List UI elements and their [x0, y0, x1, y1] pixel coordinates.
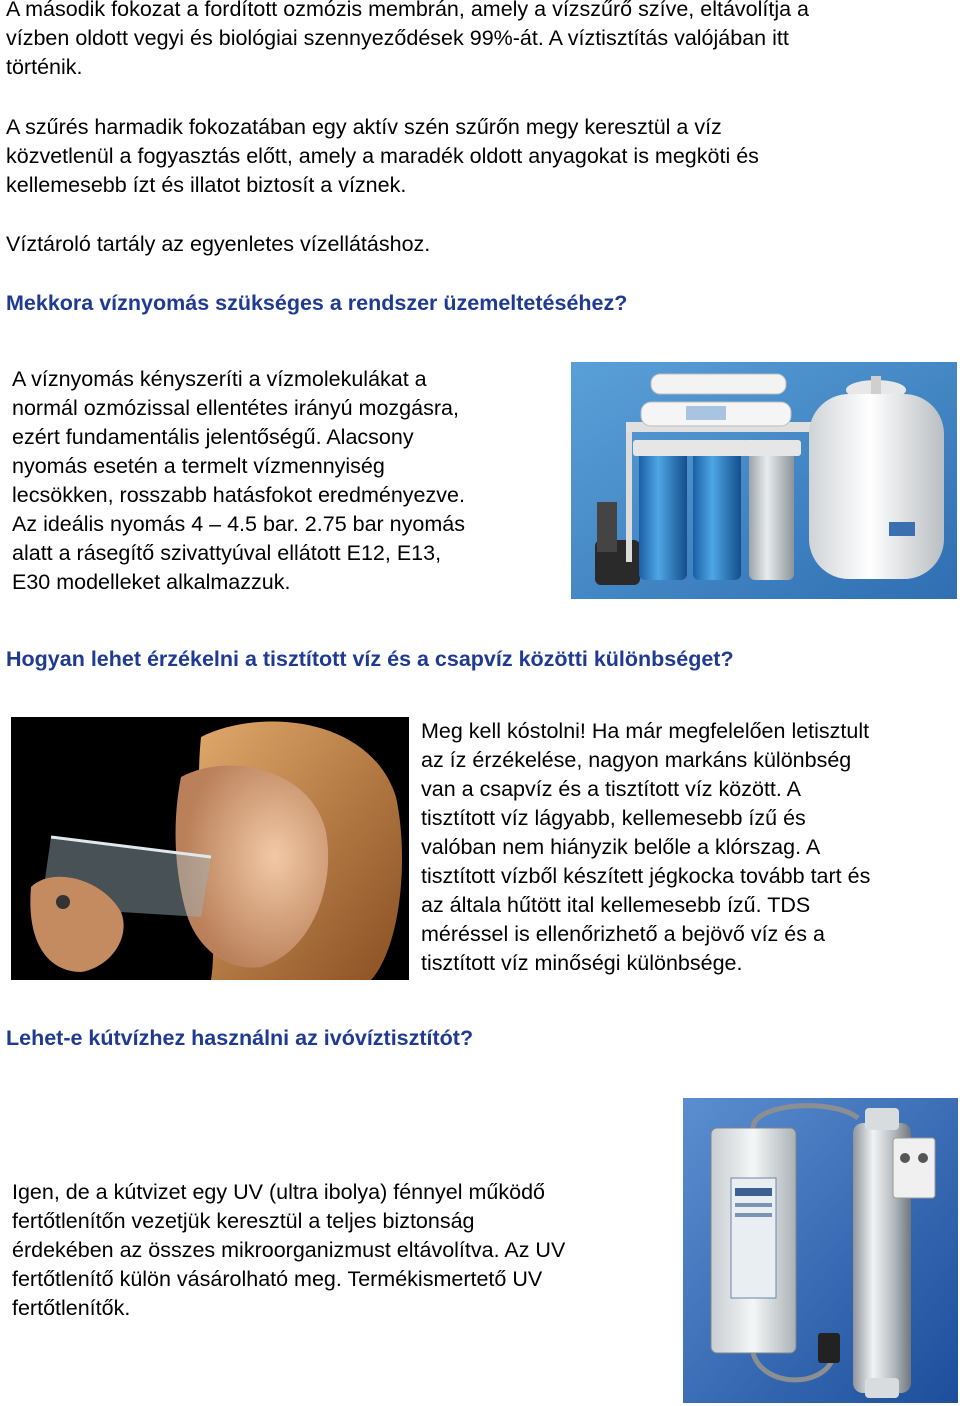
text-line: fertőtlenítők. — [12, 1296, 131, 1320]
text-line: lecsökken, rosszabb hatásfokot eredményezve. — [12, 483, 465, 507]
text-line: valóban nem hiányzik belőle a klórszag. A — [421, 835, 821, 859]
text-line: vízben oldott vegyi és biológiai szennyeződések 99%-át. A víztisztítás valójában itt — [6, 26, 789, 50]
paragraph-taste — [421, 717, 870, 978]
text-line: méréssel is ellenőrizhető a bejövő víz és a — [421, 922, 825, 946]
heading-well-water: Lehet-e kútvízhez használni az ivóvíztisztítót? — [6, 1026, 474, 1050]
text-line: Igen, de a kútvizet egy UV (ultra ibolya) fénnyel működő — [12, 1180, 546, 1204]
text-line: tisztított víz minőségi különbsége. — [421, 951, 743, 975]
text-line: A víznyomás kényszeríti a vízmolekulákat a — [12, 367, 427, 391]
paragraph-pressure — [12, 365, 465, 597]
text-line: az íz érzékelése, nagyon markáns különbség — [421, 748, 852, 772]
text-line: történik. — [6, 55, 83, 79]
text-line: Víztároló tartály az egyenletes vízellátáshoz. — [6, 232, 431, 256]
text-line: Az ideális nyomás 4 – 4.5 bar. 2.75 bar nyomás — [12, 512, 465, 536]
woman-drinking-photo — [11, 717, 409, 980]
text-line: tisztított víz lágyabb, kellemesebb ízű és — [421, 806, 806, 830]
text-line: van a csapvíz és a tisztított víz között. A — [421, 777, 801, 801]
text-line: nyomás esetén a termelt vízmennyiség — [12, 454, 385, 478]
reverse-osmosis-filter-system-icon — [571, 362, 957, 599]
text-line: A szűrés harmadik fokozatában egy aktív szén szűrőn megy keresztül a víz — [6, 115, 722, 139]
uv-disinfection-unit-icon — [683, 1098, 958, 1403]
text-line: A második fokozat a fordított ozmózis membrán, amely a vízszűrő szíve, eltávolítja a — [6, 0, 809, 21]
text-line: alatt a rásegítő szivattyúval ellátott E12, E13, — [12, 541, 442, 565]
woman-drinking-water-icon — [11, 717, 409, 980]
text-line: normál ozmózissal ellentétes irányú mozgásra, — [12, 396, 459, 420]
text-line: érdekében az összes mikroorganizmust eltávolítva. Az UV — [12, 1238, 566, 1262]
heading-water-pressure: Mekkora víznyomás szükséges a rendszer üzemeltetéséhez? — [6, 291, 628, 315]
text-line: kellemesebb ízt és illatot biztosít a víznek. — [6, 173, 407, 197]
text-line: fertőtlenítőn vezetjük keresztül a teljes biztonság — [12, 1209, 475, 1233]
text-line: tisztított vízből készített jégkocka tovább tart és — [421, 864, 871, 888]
text-line: fertőtlenítő külön vásárolható meg. Termékismertető UV — [12, 1267, 543, 1291]
text-line: közvetlenül a fogyasztás előtt, amely a maradék oldott anyagokat is megköti és — [6, 144, 759, 168]
paragraph-tank — [6, 230, 430, 259]
uv-disinfection-photo — [683, 1098, 958, 1403]
paragraph-uv — [12, 1178, 565, 1323]
text-line: az általa hűtött ital kellemesebb ízű. TDS — [421, 893, 811, 917]
text-line: Meg kell kóstolni! Ha már megfelelően letisztult — [421, 719, 870, 743]
paragraph-carbon-filter — [6, 113, 759, 200]
text-line: E30 modelleket alkalmazzuk. — [12, 570, 291, 594]
heading-taste-difference: Hogyan lehet érzékelni a tisztított víz és a csapvíz közötti különbséget? — [6, 647, 734, 671]
reverse-osmosis-photo — [571, 362, 957, 599]
text-line: ezért fundamentális jelentőségű. Alacsony — [12, 425, 414, 449]
paragraph-membrane — [6, 0, 809, 82]
